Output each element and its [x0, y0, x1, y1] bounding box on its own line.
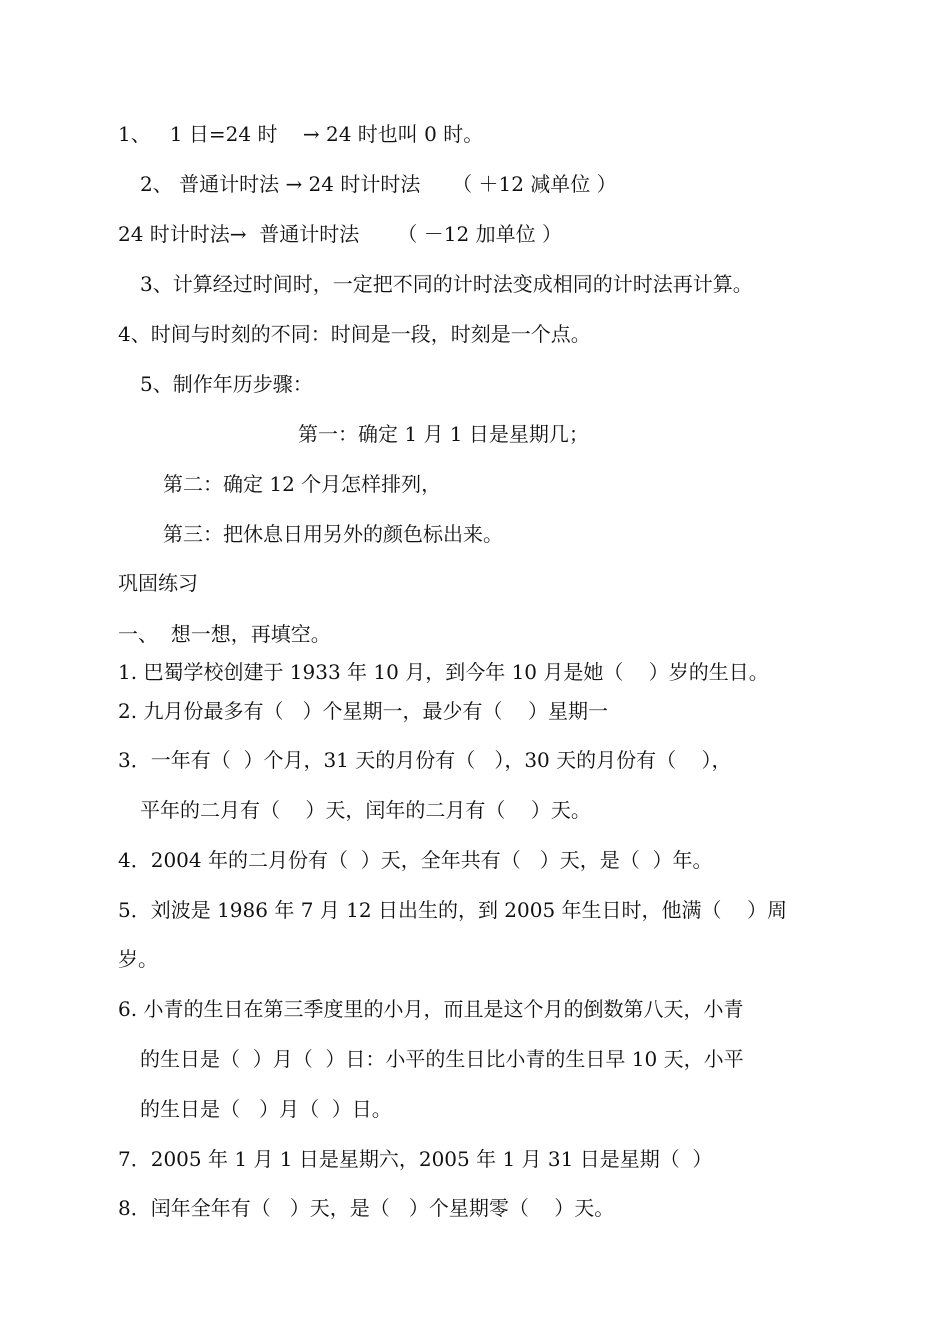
summary-item-1: 1、 1 日=24 时 → 24 时也叫 0 时。 — [118, 122, 484, 146]
summary-item-2-continued: 24 时计时法→ 普通计时法 （ －12 加单位 ） — [118, 222, 562, 246]
exercise-heading: 一、 想一想，再填空。 — [118, 622, 331, 646]
question-8: 8．闰年全年有（ ）天，是（ ）个星期零（ ）天。 — [118, 1196, 615, 1220]
question-2: 2. 九月份最多有（ ）个星期一，最少有（ ）星期一 — [118, 699, 608, 723]
summary-item-4: 4、时间与时刻的不同：时间是一段，时刻是一个点。 — [118, 322, 591, 346]
question-5: 5．刘波是 1986 年 7 月 12 日出生的，到 2005 年生日时，他满（ ）周 — [118, 898, 787, 922]
summary-item-3: 3、计算经过时间时，一定把不同的计时法变成相同的计时法再计算。 — [140, 272, 753, 296]
question-6-continued: 的生日是（ ）月（ ）日：小平的生日比小青的生日早 10 天，小平 — [140, 1047, 744, 1071]
question-1: 1. 巴蜀学校创建于 1933 年 10 月，到今年 10 月是她（ ）岁的生日。 — [118, 660, 769, 684]
question-4: 4．2004 年的二月份有（ ）天，全年共有（ ）天，是（ ）年。 — [118, 848, 713, 872]
question-6: 6. 小青的生日在第三季度里的小月，而且是这个月的倒数第八天，小青 — [118, 997, 744, 1021]
calendar-step-1: 第一：确定 1 月 1 日是星期几； — [298, 422, 589, 446]
question-3-continued: 平年的二月有（ ）天，闰年的二月有（ ）天。 — [140, 798, 591, 822]
question-3: 3．一年有（ ）个月，31 天的月份有（ ），30 天的月份有（ ）， — [118, 748, 732, 772]
question-5-continued: 岁。 — [118, 947, 158, 971]
summary-item-5: 5、制作年历步骤： — [140, 372, 313, 396]
question-7: 7．2005 年 1 月 1 日是星期六，2005 年 1 月 31 日是星期（ ） — [118, 1147, 713, 1171]
question-6-continued-2: 的生日是（ ）月（ ）日。 — [140, 1097, 392, 1121]
calendar-step-3: 第三：把休息日用另外的颜色标出来。 — [163, 522, 503, 546]
section-heading: 巩固练习 — [118, 571, 198, 595]
calendar-step-2: 第二：确定 12 个月怎样排列， — [163, 472, 442, 496]
summary-item-2: 2、 普通计时法 → 24 时计时法 （ ＋12 减单位 ） — [140, 172, 617, 196]
